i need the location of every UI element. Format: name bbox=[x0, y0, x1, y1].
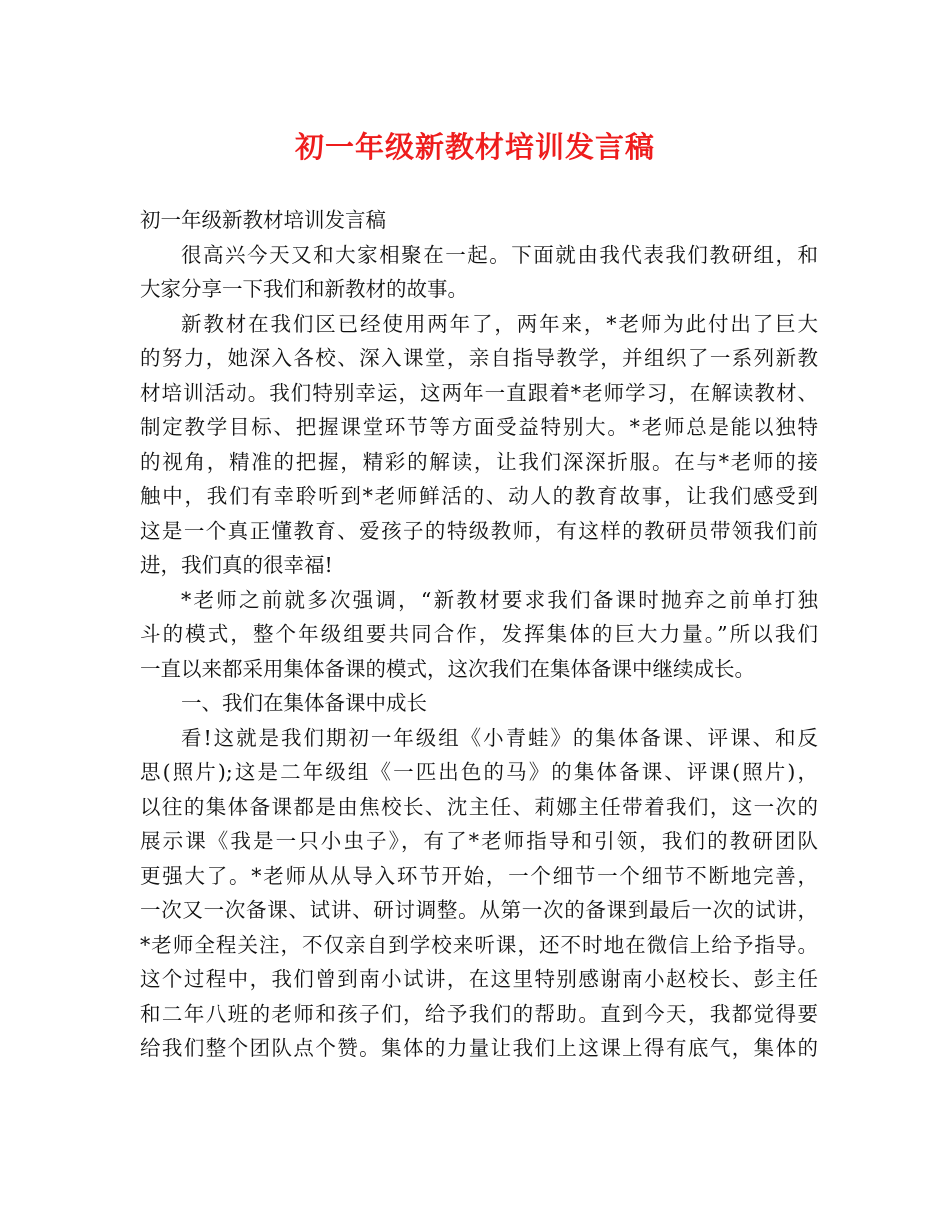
paragraph-line: 和二年八班的老师和孩子们，给予我们的帮助。直到今天，我都觉得要 bbox=[140, 1001, 818, 1026]
document-title: 初一年级新教材培训发言稿 bbox=[294, 130, 655, 164]
paragraph-line: 大家分享一下我们和新教材的故事。 bbox=[140, 277, 468, 301]
paragraph-line: 一、我们在集体备课中成长 bbox=[181, 691, 427, 715]
paragraph-line: 一直以来都采用集体备课的模式，这次我们在集体备课中继续成长。 bbox=[140, 656, 755, 681]
paragraph-line: 新教材在我们区已经使用两年了，两年来，*老师为此付出了巨大 bbox=[181, 311, 818, 336]
paragraph-line: 看!这就是我们期初一年级组《小青蛙》的集体备课、评课、和反 bbox=[181, 725, 818, 750]
paragraph-line: 一次又一次备课、试讲、研讨调整。从第一次的备课到最后一次的试讲， bbox=[140, 898, 818, 922]
paragraph-line: 展示课《我是一只小虫子》，有了*老师指导和引领，我们的教研团队 bbox=[140, 829, 818, 853]
paragraph-line: 进，我们真的很幸福! bbox=[140, 553, 333, 577]
paragraph-line: 触中，我们有幸聆听到*老师鲜活的、动人的教育故事，让我们感受到 bbox=[140, 484, 818, 508]
paragraph-line: *老师之前就多次强调，“新教材要求我们备课时抛弃之前单打独 bbox=[181, 587, 818, 612]
paragraph-line: 思(照片);这是二年级组《一匹出色的马》的集体备课、评课(照片)， bbox=[140, 760, 818, 784]
paragraph-line: 斗的模式，整个年级组要共同合作，发挥集体的巨大力量。”所以我们 bbox=[140, 622, 818, 646]
paragraph-line: 材培训活动。我们特别幸运，这两年一直跟着*老师学习，在解读教材、 bbox=[140, 380, 818, 405]
paragraph-line: 以往的集体备课都是由焦校长、沈主任、莉娜主任带着我们，这一次的 bbox=[140, 794, 818, 819]
paragraph-line: 制定教学目标、把握课堂环节等方面受益特别大。*老师总是能以独特 bbox=[140, 415, 818, 439]
paragraph-line: 这是一个真正懂教育、爱孩子的特级教师，有这样的教研员带领我们前 bbox=[140, 518, 818, 543]
paragraph-line: 的努力，她深入各校、深入课堂，亲自指导教学，并组织了一系列新教 bbox=[140, 346, 818, 370]
paragraph-line: *老师全程关注，不仅亲自到学校来听课，还不时地在微信上给予指导。 bbox=[140, 932, 818, 957]
paragraph-line: 初一年级新教材培训发言稿 bbox=[140, 208, 386, 232]
paragraph-line: 给我们整个团队点个赞。集体的力量让我们上这课上得有底气，集体的 bbox=[140, 1036, 818, 1060]
paragraph-line: 更强大了。*老师从从导入环节开始，一个细节一个细节不断地完善， bbox=[140, 863, 818, 888]
paragraph-line: 的视角，精准的把握，精彩的解读，让我们深深折服。在与*老师的接 bbox=[140, 449, 818, 474]
document-body bbox=[140, 203, 818, 1066]
paragraph-line: 这个过程中，我们曾到南小试讲，在这里特别感谢南小赵校长、彭主任 bbox=[140, 967, 818, 991]
paragraph-line: 很高兴今天又和大家相聚在一起。下面就由我代表我们教研组，和 bbox=[181, 242, 818, 267]
